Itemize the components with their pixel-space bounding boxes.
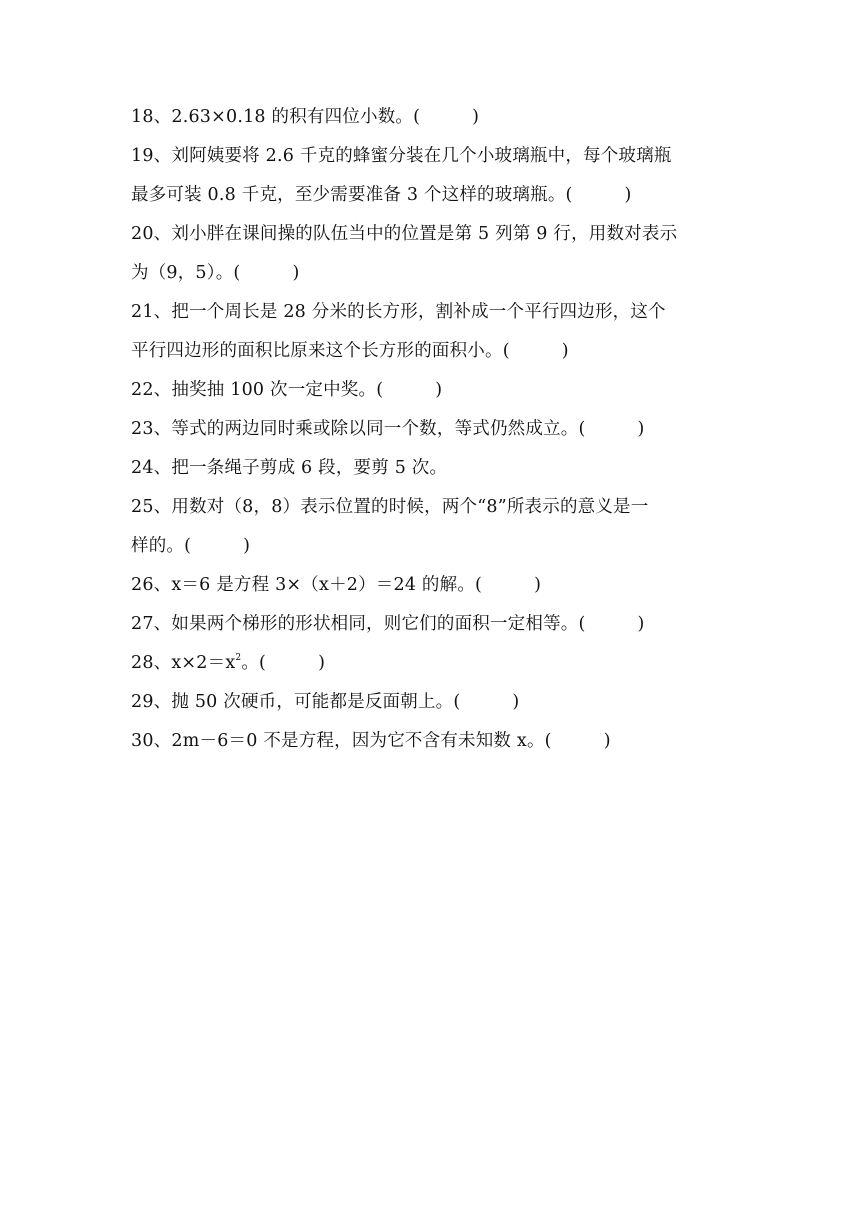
question-26 <box>131 566 731 605</box>
question-list <box>131 98 731 761</box>
question-text: 25、用数对（8，8）表示位置的时候，两个“8”所表示的意义是一 <box>131 497 649 517</box>
question-text: 24、把一条绳子剪成 6 段，要剪 5 次。 <box>131 458 448 478</box>
question-text: 26、x＝6 是方程 3×（x＋2）＝24 的解。( <box>131 575 483 595</box>
question-20-line-2 <box>131 254 731 293</box>
question-text: 20、刘小胖在课间操的队伍当中的位置是第 5 列第 9 行，用数对表示 <box>131 224 678 244</box>
close-paren: ) <box>624 185 632 205</box>
close-paren: ) <box>435 380 443 400</box>
close-paren: ) <box>512 692 520 712</box>
question-21-line-2 <box>131 332 731 371</box>
question-text-tail: 。( <box>241 653 267 673</box>
question-20-line-1 <box>131 215 731 254</box>
question-text: 28、x×2＝x <box>131 653 236 673</box>
close-paren: ) <box>292 263 300 283</box>
question-text: 最多可装 0.8 千克，至少需要准备 3 个这样的玻璃瓶。( <box>131 185 573 205</box>
question-text: 18、2.63×0.18 的积有四位小数。( <box>131 107 421 127</box>
close-paren: ) <box>561 341 569 361</box>
question-18 <box>131 98 731 137</box>
question-text: 样的。( <box>131 536 192 556</box>
question-30 <box>131 722 731 761</box>
close-paren: ) <box>637 419 645 439</box>
question-19-line-1 <box>131 137 731 176</box>
close-paren: ) <box>637 614 645 634</box>
close-paren: ) <box>318 653 326 673</box>
question-28 <box>131 644 731 683</box>
question-21-line-1 <box>131 293 731 332</box>
question-27 <box>131 605 731 644</box>
close-paren: ) <box>534 575 542 595</box>
question-text: 22、抽奖抽 100 次一定中奖。( <box>131 380 384 400</box>
close-paren: ) <box>603 731 611 751</box>
question-text: 为（9，5）。( <box>131 263 241 283</box>
question-text: 19、刘阿姨要将 2.6 千克的蜂蜜分装在几个小玻璃瓶中，每个玻璃瓶 <box>131 146 672 166</box>
question-25-line-1 <box>131 488 731 527</box>
question-22 <box>131 371 731 410</box>
question-text: 平行四边形的面积比原来这个长方形的面积小。( <box>131 341 510 361</box>
question-29 <box>131 683 731 722</box>
exponent: 2 <box>235 653 242 663</box>
question-19-line-2 <box>131 176 731 215</box>
question-23 <box>131 410 731 449</box>
close-paren: ) <box>472 107 480 127</box>
question-text: 27、如果两个梯形的形状相同，则它们的面积一定相等。( <box>131 614 586 634</box>
question-text: 23、等式的两边同时乘或除以同一个数，等式仍然成立。( <box>131 419 586 439</box>
question-text: 21、把一个周长是 28 分米的长方形，割补成一个平行四边形，这个 <box>131 302 666 322</box>
question-text: 30、2m－6＝0 不是方程，因为它不含有未知数 x。( <box>131 731 552 751</box>
question-text: 29、抛 50 次硬币，可能都是反面朝上。( <box>131 692 461 712</box>
close-paren: ) <box>243 536 251 556</box>
question-24 <box>131 449 731 488</box>
question-25-line-2 <box>131 527 731 566</box>
